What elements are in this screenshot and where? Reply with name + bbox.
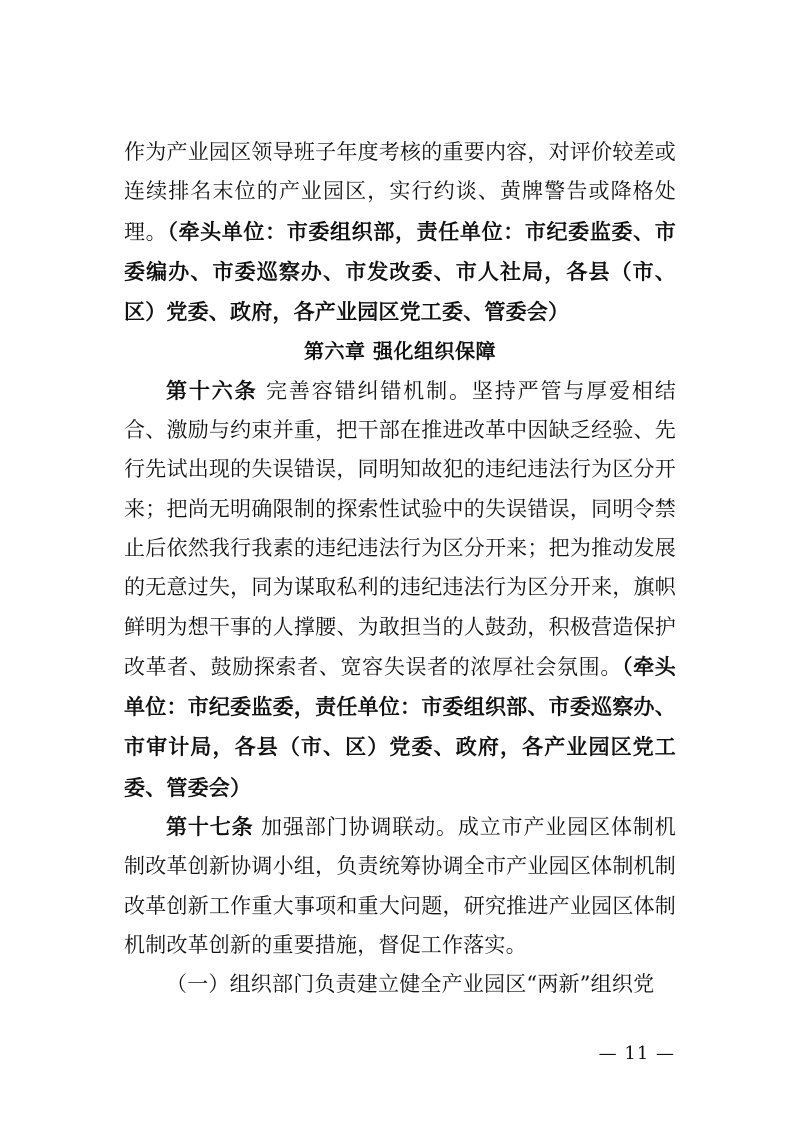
- article-17-item-1: [124, 965, 676, 1004]
- paragraph-continuation: [124, 133, 676, 332]
- article-16-label: 第十六条: [166, 378, 258, 403]
- article-16-responsibility: （牵头单位：市纪委监委，责任单位：市委组织部、市委巡察办、市审计局，各县（市、区）党委、政府，各产业园区党工委、管委会）: [124, 653, 676, 800]
- chapter-title: 第六章 强化组织保障: [304, 339, 496, 364]
- responsibility-note: （牵头单位：市委组织部，责任单位：市纪委监委、市委编办、市委巡察办、市发改委、市人社局，各县（市、区）党委、政府，各产业园区党工委、管委会）: [124, 218, 676, 325]
- item-1-text: （一）组织部门负责建立健全产业园区“两新”组织党: [166, 972, 655, 997]
- document-body: [124, 133, 676, 1005]
- page-number: — 11 —: [598, 1043, 675, 1064]
- article-17-label: 第十七条: [166, 815, 254, 840]
- article-16: [124, 372, 676, 808]
- article-17-text: 加强部门协调联动。成立市产业园区体制机制改革创新协调小组，负责统筹协调全市产业园区体制机制改革创新工作重大事项和重大问题，研究推进产业园区体制机制改革创新的重要措施，督促工作落实。: [124, 815, 676, 957]
- article-17: [124, 808, 676, 965]
- article-16-text: 完善容错纠错机制。坚持严管与厚爱相结合、激励与约束并重，把干部在推进改革中因缺乏经验、先行先试出现的失误错误，同明知故犯的违纪违法行为区分开来；把尚无明确限制的探索性试验中的失误错误，同明令禁止后依然我行我素的违纪违法行为区分开来；把为推动发展的无意过失，同为谋取私利的违纪违法行为区分开来，旗帜鲜明为想干事的人撑腰、为敢担当的人鼓劲，积极营造保护改革者、鼓励探索者、宽容失误者的浓厚社会氛围。: [124, 378, 676, 679]
- paragraph-text: 作为产业园区领导班子年度考核的重要内容，对评价较差或连续排名末位的产业园区，实行约谈、黄牌警告或降格处理。: [124, 140, 676, 244]
